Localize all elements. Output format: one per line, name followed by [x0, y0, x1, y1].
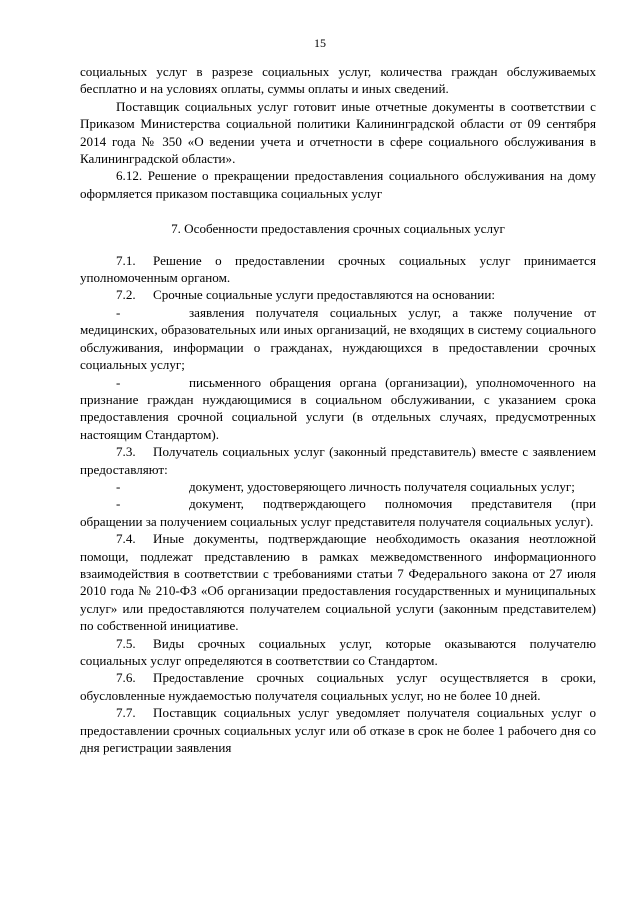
clause-7-5 [80, 635, 596, 670]
clause-7-2 [80, 286, 596, 303]
clause-7-7 [80, 704, 596, 756]
clause-number: 7.3. [116, 444, 136, 460]
clause-text: Виды срочных социальных услуг, которые оказываются получателю социальных услуг определяются в соответствии со Стандартом. [80, 635, 596, 668]
clause-text: Поставщик социальных услуг уведомляет получателя социальных услуг о предоставлении срочных социальных услуг или об отказе в срок не более 1 рабочего дня со дня регистрации заявления [80, 705, 596, 756]
clause-text: Иные документы, подтверждающие необходимость оказания неотложной помощи, подлежат представлению в рамках межведомственного информационного взаимодействия в соответствии с требованиями статьи 7 Федерального закона от 27 июля 2010 года № 210-ФЗ «Об организации предоставления государственных и муниципальных услуг» или предоставляются получателем социальной услуги (законным представителем) по собственной инициативе. [80, 531, 596, 634]
list-dash: - [116, 478, 121, 494]
paragraph: 6.12. Решение о прекращении предоставления социального обслуживания на дому оформляется приказом поставщика социальных услуг [80, 168, 596, 201]
list-dash: - [116, 304, 121, 320]
paragraph: Поставщик социальных услуг готовит иные отчетные документы в соответствии с Приказом Министерства социальной политики Калининградской области от 09 сентября 2014 года № 350 «О ведении учета и отчетности в сфере социального обслуживания в Калининградской области». [80, 98, 596, 167]
list-item [80, 304, 596, 374]
clause-7-1 [80, 252, 596, 287]
clause-text: Срочные социальные услуги предоставляются на основании: [153, 287, 495, 303]
paragraph: социальных услуг в разрезе социальных услуг, количества граждан обслуживаемых бесплатно и на условиях оплаты, суммы оплаты и иных сведений. [80, 64, 596, 97]
section-heading: 7. Особенности предоставления срочных социальных услуг [171, 221, 505, 237]
clause-number: 7.1. [116, 252, 136, 268]
clause-7-4 [80, 530, 596, 634]
list-item-text: документ, удостоверяющего личность получателя социальных услуг; [189, 478, 575, 494]
list-dash: - [116, 496, 121, 512]
clause-7-3 [80, 443, 596, 478]
list-item-text: заявления получателя социальных услуг, а также получение от медицинских, образовательных или иных организаций, не входящих в систему социального обслуживания, информации о гражданах, нуждающихся в предоставлении срочных социальных услуг; [80, 304, 596, 373]
list-item [80, 495, 596, 530]
clause-text: Получатель социальных услуг (законный представитель) вместе с заявлением предоставляют: [80, 444, 596, 477]
clause-number: 7.5. [116, 635, 136, 651]
list-item-text: документ, подтверждающего полномочия представителя (при обращении за получением социальных услуг представителя получателя социальных услуг). [80, 496, 596, 529]
list-dash: - [116, 374, 121, 390]
document-body [80, 63, 596, 756]
list-item [80, 478, 596, 495]
clause-number: 7.6. [116, 670, 136, 686]
clause-text: Решение о предоставлении срочных социальных услуг принимается уполномоченным органом. [80, 252, 596, 286]
clause-7-6 [80, 669, 596, 704]
clause-number: 7.7. [116, 705, 136, 721]
clause-text: Предоставление срочных социальных услуг осуществляется в сроки, обусловленные нуждаемостью получателя социальных услуг, но не более 10 дней. [80, 670, 596, 703]
list-item [80, 374, 596, 444]
page-number: 15 [314, 36, 326, 50]
clause-number: 7.2. [116, 287, 136, 303]
clause-number: 7.4. [116, 531, 136, 547]
list-item-text: письменного обращения органа (организации), уполномоченного на признание граждан нуждающимися в социальном обслуживании, с указанием срока предоставления срочной социальной услуги (в отдельных случаях, предусмотренных настоящим Стандартом). [80, 374, 596, 442]
